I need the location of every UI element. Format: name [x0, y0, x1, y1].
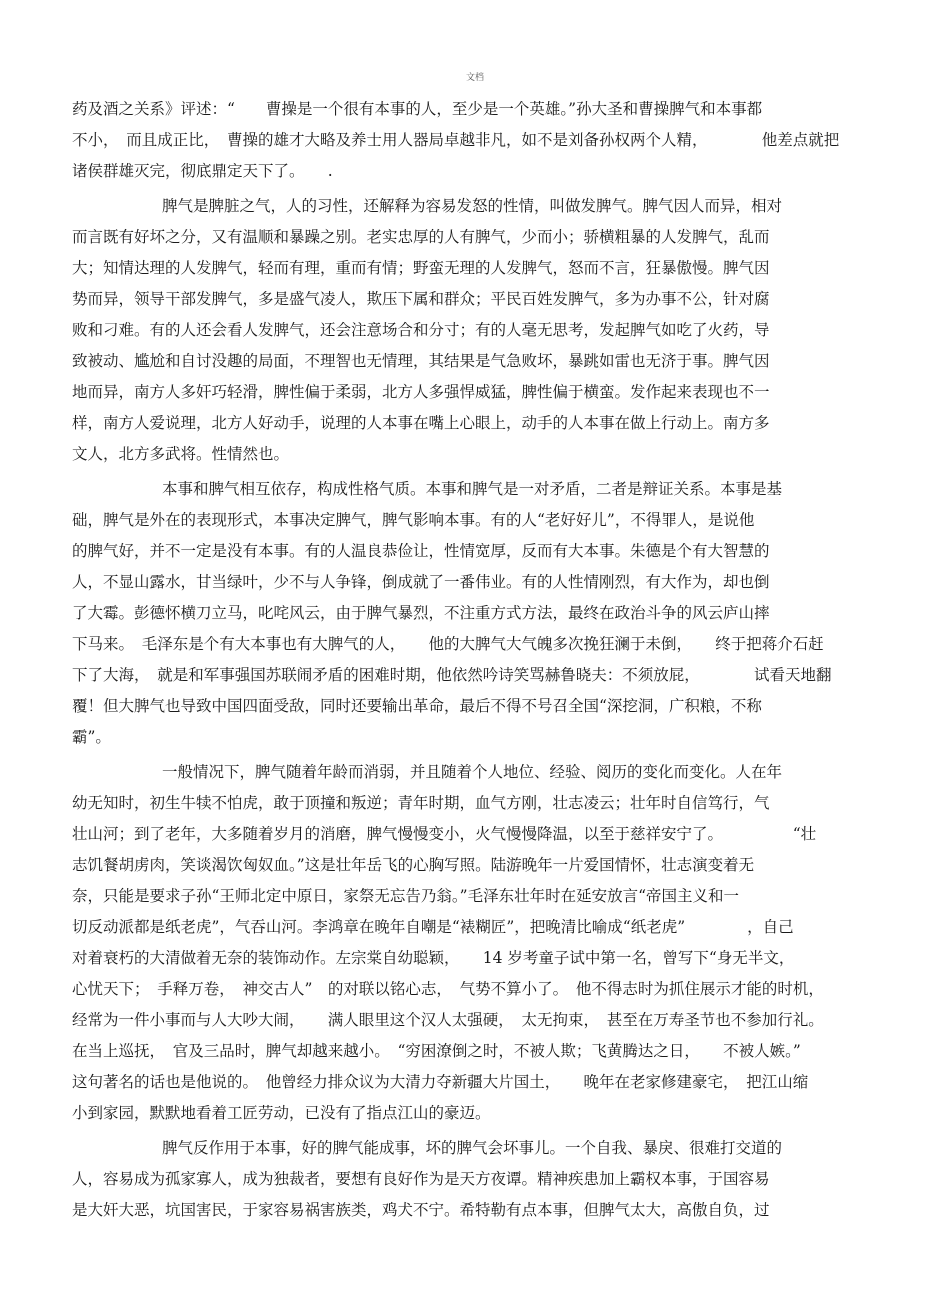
paragraph [72, 94, 877, 187]
text-line: 地而异，南方人多奸巧轻滑，脾性偏于柔弱，北方人多强悍威猛，脾性偏于横蛮。发作起来表现也不一 [72, 383, 770, 401]
text-line: 致被动、尴尬和自讨没趣的局面，不理智也无情理，其结果是气急败坏，暴跳如雷也无济于事。脾气因 [72, 352, 770, 370]
text-line: 志饥餐胡虏肉，笑谈渴饮匈奴血。”这是壮年岳飞的心胸写照。陆游晚年一片爱国情怀，壮志演变着无 [72, 856, 755, 874]
text-line: 势而异，领导干部发脾气，多是盛气凌人，欺压下属和群众；平民百姓发脾气，多为办事不公，针对腐 [72, 290, 770, 308]
paragraph [72, 474, 877, 753]
document-body [72, 94, 877, 1226]
text-line: 覆！但大脾气也导致中国四面受敌，同时还要输出革命，最后不得不号召全国“深挖洞，广积粮，不称 [72, 697, 762, 715]
text-line: 这句著名的话也是他说的。 他曾经力排众议为大清力夺新疆大片国土， 晚年在老家修建豪宅， 把江山缩 [72, 1073, 809, 1091]
text-line: 败和刁难。有的人还会看人发脾气，还会注意场合和分寸；有的人毫无思考，发起脾气如吃了火药，导 [72, 321, 770, 339]
text-line: 小到家园，默默地看着工匠劳动，已没有了指点江山的豪迈。 [72, 1104, 491, 1122]
text-line: 一般情况下，脾气随着年龄而消弱，并且随着个人地位、经验、阅历的变化而变化。人在年 [162, 763, 783, 781]
text-line: 了大霉。彭德怀横刀立马，叱咤风云，由于脾气暴烈，不注重方式方法，最终在政治斗争的风云庐山摔 [72, 604, 770, 622]
paragraph [72, 757, 877, 1129]
text-line: 霸”。 [72, 728, 111, 746]
text-line: 础，脾气是外在的表现形式，本事决定脾气，脾气影响本事。有的人“老好好儿”，不得罪人，是说他 [72, 511, 755, 529]
text-line: 切反动派都是纸老虎”，气吞山河。李鸿章在晚年自嘲是“裱糊匠”，把晚清比喻成“纸老虎” ，自己 [72, 918, 794, 936]
text-line: 人，容易成为孤家寡人，成为独裁者，要想有良好作为是天方夜谭。精神疾患加上霸权本事，于国容易 [72, 1170, 770, 1188]
text-line: 壮山河；到了老年，大多随着岁月的消磨，脾气慢慢变小，火气慢慢降温，以至于慈祥安宁了。 “壮 [72, 825, 817, 843]
text-line: 本事和脾气相互依存，构成性格气质。本事和脾气是一对矛盾，二者是辩证关系。本事是基 [162, 480, 783, 498]
text-line: 药及酒之关系》评述：“ 曹操是一个很有本事的人，至少是一个英雄。”孙大圣和曹操脾气和本事都 [72, 100, 763, 118]
text-line: 经常为一件小事而与人大吵大闹， 满人眼里这个汉人太强硬， 太无拘束， 甚至在万寿圣节也不参加行礼。 [72, 1011, 824, 1029]
text-line: 不小， 而且成正比， 曹操的雄才大略及养士用人器局卓越非凡，如不是刘备孙权两个人精， 他差点就把 [72, 131, 840, 149]
text-line: 下马来。 毛泽东是个有大本事也有大脾气的人， 他的大脾气大气魄多次挽狂澜于未倒， 终于把蒋介石赶 [72, 635, 824, 653]
text-line: 是大奸大恶，坑国害民，于家容易祸害族类，鸡犬不宁。希特勒有点本事，但脾气太大，高傲自负，过 [72, 1201, 770, 1219]
text-line: 样，南方人爱说理，北方人好动手，说理的人本事在嘴上心眼上，动手的人本事在做上行动上。南方多 [72, 414, 770, 432]
text-line: 大；知情达理的人发脾气，轻而有理，重而有情；野蛮无理的人发脾气，怒而不言，狂暴傲慢。脾气因 [72, 259, 770, 277]
text-line: 而言既有好坏之分，又有温顺和暴躁之别。老实忠厚的人有脾气，少而小；骄横粗暴的人发脾气，乱而 [72, 228, 770, 246]
text-line: 诸侯群雄灭完，彻底鼎定天下了。 . [72, 162, 333, 180]
text-line: 在当上巡抚， 官及三品时，脾气却越来越小。 “穷困潦倒之时，不被人欺；飞黄腾达之日， 不被人嫉。” [72, 1042, 801, 1060]
text-line: 奈，只能是要求子孙“王师北定中原日，家祭无忘告乃翁。”毛泽东壮年时在延安放言“帝国主义和一 [72, 887, 740, 905]
header-label: 文档 [465, 73, 484, 83]
paragraph [72, 1133, 877, 1226]
text-line: 文人，北方多武将。性情然也。 [72, 445, 290, 463]
text-line: 脾气是脾脏之气，人的习性，还解释为容易发怒的性情，叫做发脾气。脾气因人而异，相对 [162, 197, 783, 215]
text-line: 人，不显山露水，甘当绿叶，少不与人争锋，倒成就了一番伟业。有的人性情刚烈，有大作为，却也倒 [72, 573, 770, 591]
text-line: 对着衰朽的大清做着无奈的装饰动作。左宗棠自幼聪颖， 14 岁考童子试中第一名，曾写下“身无半文， [72, 949, 795, 967]
paragraph [72, 191, 877, 470]
text-line: 幼无知时，初生牛犊不怕虎，敢于顶撞和叛逆；青年时期，血气方刚，壮志凌云；壮年时自信笃行，气 [72, 794, 770, 812]
text-line: 脾气反作用于本事，好的脾气能成事，坏的脾气会坏事儿。一个自我、暴戾、很难打交道的 [162, 1139, 783, 1157]
text-line: 的脾气好，并不一定是没有本事。有的人温良恭俭让，性情宽厚，反而有大本事。朱德是个有大智慧的 [72, 542, 770, 560]
page-header [0, 70, 950, 83]
text-line: 下了大海， 就是和军事强国苏联闹矛盾的困难时期，他依然吟诗笑骂赫鲁晓夫：不须放屁， 试看天地翻 [72, 666, 832, 684]
text-line: 心忧天下； 手释万卷， 神交古人” 的对联以铭心志， 气势不算小了。 他不得志时为抓住展示才能的时机， [72, 980, 824, 998]
